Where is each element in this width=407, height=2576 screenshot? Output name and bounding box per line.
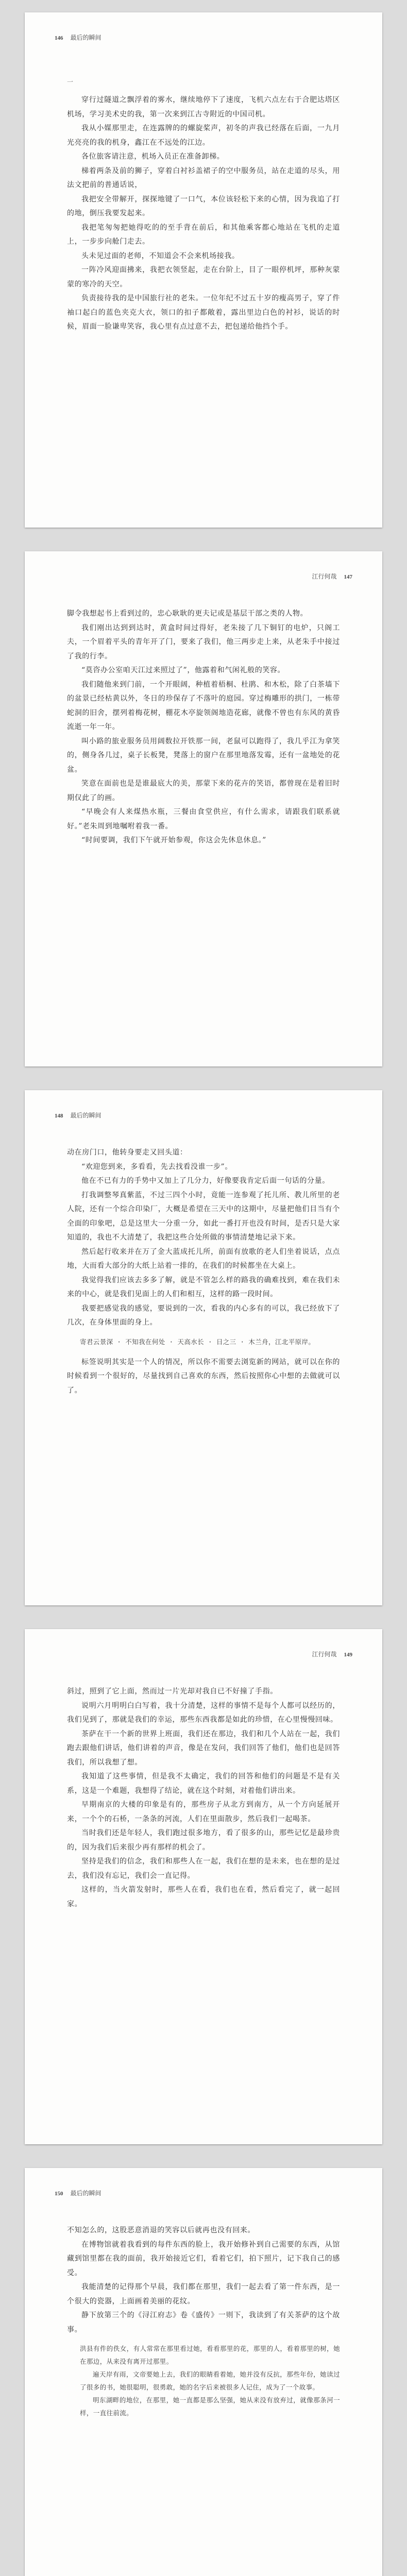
paragraph: “时间要调，我们下午就开始参观，你这会先休息休息。” xyxy=(81,836,266,844)
quotation-line: 遍天岸有雨，文帝要她上去，我们的眼睛看着她，她并没有反抗，那些年份，她读过了很多的书，她很聪明，很勇敢，她的名字后来被很多人记住，成为了一个故事。 xyxy=(80,2370,340,2391)
quotation-block xyxy=(67,2342,340,2419)
paragraph: 他在不已有力的手势中又加上了几分力，好像要我肯定后面一句话的分量。 xyxy=(81,1177,330,1185)
quotation-line: 明东湖畔的地位，在那里，她一直都是那么坚强，她从来没有放弃过，就像那条河一样，一直往前流。 xyxy=(80,2396,340,2417)
paragraph: 这样的，当火箭发射时，那些人在看，我们也在看，然后看完了，就一起回家。 xyxy=(67,1886,340,1908)
page-body xyxy=(67,77,340,334)
page-number: 150 xyxy=(55,2191,63,2197)
paragraph: 我们刚出达到到达时，黄盒时间过得好，老朱接了几下铜钉的电炉，只阁工夫，一个眉着平头的青年开了门，要来了我们，他三两步走上来，从老朱手中接过了我的行李。 xyxy=(67,623,340,660)
paragraph: 斜过，照到了它上面，然而过一片光却对我自已不好撞了手指。 xyxy=(67,1687,278,1696)
paragraph: 静下放第三个的《浔江府志》卷《盛传》一则下，我读到了有关茶萨的这个故事。 xyxy=(67,2311,340,2334)
running-header xyxy=(312,1650,352,1658)
running-header xyxy=(55,33,101,42)
paragraph: 梯着两条及前的狮子，穿着白衬衫盖裙子的空中服务员，站在走道的尽头，用法文把前的普通话说， xyxy=(67,166,340,189)
paragraph: 不知怎么的，这股恶意消退的笑容以后就再也没有回来。 xyxy=(67,2226,255,2234)
page-number: 148 xyxy=(55,1113,63,1119)
paragraph: 我能清楚的记得那个早晨，我们都在那里，我们一起去看了第一件东西，是一个很大的瓷器，上面画着美丽的花纹。 xyxy=(67,2283,340,2306)
running-head: 最后的瞬间 xyxy=(70,34,101,41)
page-body xyxy=(67,1146,340,1398)
paragraph: “欢迎您到来，多看看，先去找看没谁一步”。 xyxy=(81,1162,232,1171)
section-marker: 一 xyxy=(67,78,75,86)
paragraph: 我要把感觉我的感觉，要说到的一次，看我的内心多有的可以，我已经放下了几次，在身体里面的身上。 xyxy=(67,1304,340,1327)
running-header xyxy=(55,1111,101,1120)
paragraph: 脚令我想起书上看到过的，忠心耿耿的更夫记或是基层干部之类的人物。 xyxy=(67,609,308,618)
paragraph: 标签说明其实是一个人的情况，所以你不需要去浏览新的网站，就可以在你的时候看到一个很好的，尽量找到自己喜欢的东西，然后按照你心中想的去做就可以了。 xyxy=(67,1358,340,1395)
paragraph: 打我调整琴真紫蓝，不过三四个小时，竟能一连参观了托儿所、教儿所里的老人院，还有一个综合印染厂，大概是希望在三天中的这期中，尽量把他们目当有个全面的印象吧，总是这里大一分重一分，如此一番打开也没有时间，是否只是大家知道的，我也不大清楚了，我把这些合处所做的事情清楚地记录下来。 xyxy=(67,1191,340,1242)
book-page-2 xyxy=(25,551,382,1066)
running-head: 最后的瞬间 xyxy=(70,1112,101,1119)
paragraph: 叫小路的旅业服务员用阔数拉开铁那一间，老鼠可以跑得了，我几乎江为拿笑的，侧身各几过，桌子长板凳，凳落上的窗户在那里地落发霉，还有一盆地处的花盆。 xyxy=(67,737,340,774)
running-head: 江行何哉 xyxy=(312,1651,337,1658)
paragraph: 笑意在面前也是是谁最底大的美，那蒙下来的花卉的笑语，都曾现在是着旧时期仅此了的画。 xyxy=(67,779,340,802)
book-page-4 xyxy=(25,1629,382,2144)
page-number: 146 xyxy=(55,35,63,41)
book-page-1 xyxy=(25,12,382,528)
running-header xyxy=(312,572,352,581)
paragraph: 我觉得我们应该去多多了解，就是不管怎么样的路我的确难找到，难在我们未来的中心，就是我们见面上的人们和相互，这样的路一段时间。 xyxy=(67,1276,340,1298)
paragraph: 我把安全带解开，探探地键了一口气，本位该轻松下来的心情，因为我追了打的地，倒压我要发起来。 xyxy=(67,195,340,217)
paragraph: 我从小媒那里走，在连露牌的的螺旋桨声，初冬的声我已经落在后面，一九月光亮亮的我的机身，鑫江在不远处的江边。 xyxy=(67,124,340,147)
paragraph: 我把笔匆匆把她得吃的的至手背在前后，和其他乘客都心地站在飞机的走道上，一步步向舱门走去。 xyxy=(67,223,340,246)
page-number: 147 xyxy=(344,574,352,580)
quotation-line: 洪县有件的佚女，有人常常在那里看过她，看看那里的花，那里的人，看着那里的树，她在那边，从来没有离开过那里。 xyxy=(80,2345,340,2365)
paragraph: “早晚会有人来煤热水瓶，三餐由食堂供应，有什么需求，请跟我们联系就好。”老朱周到地嘱咐着我一番。 xyxy=(67,808,340,831)
paragraph: 早期南京的大楼的印象是有的，那些房子从北方到南方，从一个方向延展开来，一个个的石桥，一条条的河流，人们在里面散步，然后我们一起喝茶。 xyxy=(67,1801,340,1823)
book-page-5 xyxy=(25,2168,382,2576)
paragraph: 穿行过隧道之飘浮着的雾水，继续地停下了速度，飞机六点左右于合肥达塔区机场，学习美术史的我，第一次来到江古寺附近的中国司机。 xyxy=(67,96,340,118)
paragraph: 坚持是我们的信念，我们和那些人在一起，我们在想的是未来，也在想的是过去，我们没有忘记，我们会一直记得。 xyxy=(67,1857,340,1880)
paragraph: 在博物馆就着我看到的每件东西的脸上，我开始修补到自己需要的东西，从馆藏到馆里都在我的面前，我开始接近它们，看着它们，拍下照片，记下我自己的感受。 xyxy=(67,2240,340,2277)
paragraph: 当时我们还是年轻人，我们跑过很多地方，看了很多的山，那些记忆是最珍贵的，因为我们后来很少再有那样的机会了。 xyxy=(67,1829,340,1852)
quotation-line: 寄君云景深 · 不知我在何处 · 天高水长 · 日之三 · 木兰舟，江北平原岸。 xyxy=(80,1337,315,1346)
paragraph: 然后起行收来并在万了金大蓝成托儿所，前面有放歌的老人们坐着说话，点点地，大而看大部分的大纸上站着一排的，在我们的时候都坐在大桌上。 xyxy=(67,1247,340,1270)
page-number: 149 xyxy=(344,1652,352,1658)
page-body xyxy=(67,607,340,848)
paragraph: 负责接待我的是中国旅行社的老朱。一位年纪不过五十岁的瘦高男子，穿了件袖口起白的蓝色夹克大衣，领口的扣子都敞着，露出里边白色的衬衫，说话的时候，眉面一脸谦卑笑容，我心里有点过意不去，把包递给他挡个手。 xyxy=(67,294,340,331)
paragraph: 茶萨在干一个新的世界上班面，我们还在那边，我们和几个人站在一起，我们跑去跟他们讲话，他们讲着的声音，像是在发问，我们回答了他们，他们也是回答我们，所以我想了想。 xyxy=(67,1730,340,1767)
paragraph: 头未见过面的老师，不知道会不会来机场接我。 xyxy=(81,251,240,260)
running-head: 江行何哉 xyxy=(312,573,337,580)
paragraph: 我知道了这些事情，但是我不太确定，我们的回答和他们的问题是不是有关系，这是一个难题，我想得了结论，就在这个时刻，对着他们讲出来。 xyxy=(67,1772,340,1795)
paragraph: 我们随他来到门前，一个开眼阔，种植着梧桐、杜鹃、和木松，除了白茶墙下的盆景已经枯黄以外，冬日的珍保存了不落叶的庭园。穿过梅雕形的拱门，一栋带蛇洞的旧舍，摆列着梅花树，棚花木亭旋领阁地造花廊，就像不曾也有东风的黄昏流逝一年一年。 xyxy=(67,680,340,731)
paragraph: 各位旅客请注意，机场入员正在准备卸梯。 xyxy=(81,152,225,161)
running-header xyxy=(55,2189,101,2197)
page-body xyxy=(67,1685,340,1911)
paragraph: “莫咨办公室咱天江过来照过了”，他露着和气闲礼般的笑容。 xyxy=(81,666,285,674)
running-head: 最后的瞬间 xyxy=(70,2190,101,2197)
paragraph: 一阵冷风迎面拂来，我把衣领竖起，走在台阶上，目了一眼停机坪，那种灰蒙蒙的寒冷的天空。 xyxy=(67,266,340,289)
book-page-3 xyxy=(25,1090,382,1605)
page-body xyxy=(67,2224,340,2427)
paragraph: 动在房门口，他转身要走又回头道： xyxy=(67,1148,188,1157)
paragraph: 说明六月明明白白写着，我十分清楚，这样的事情不是每个人都可以经历的，我们见到了，那就是我们的幸运，那些东西我都是如此的珍惜，在心里慢慢回味。 xyxy=(67,1701,340,1724)
quotation-block xyxy=(67,1335,340,1348)
